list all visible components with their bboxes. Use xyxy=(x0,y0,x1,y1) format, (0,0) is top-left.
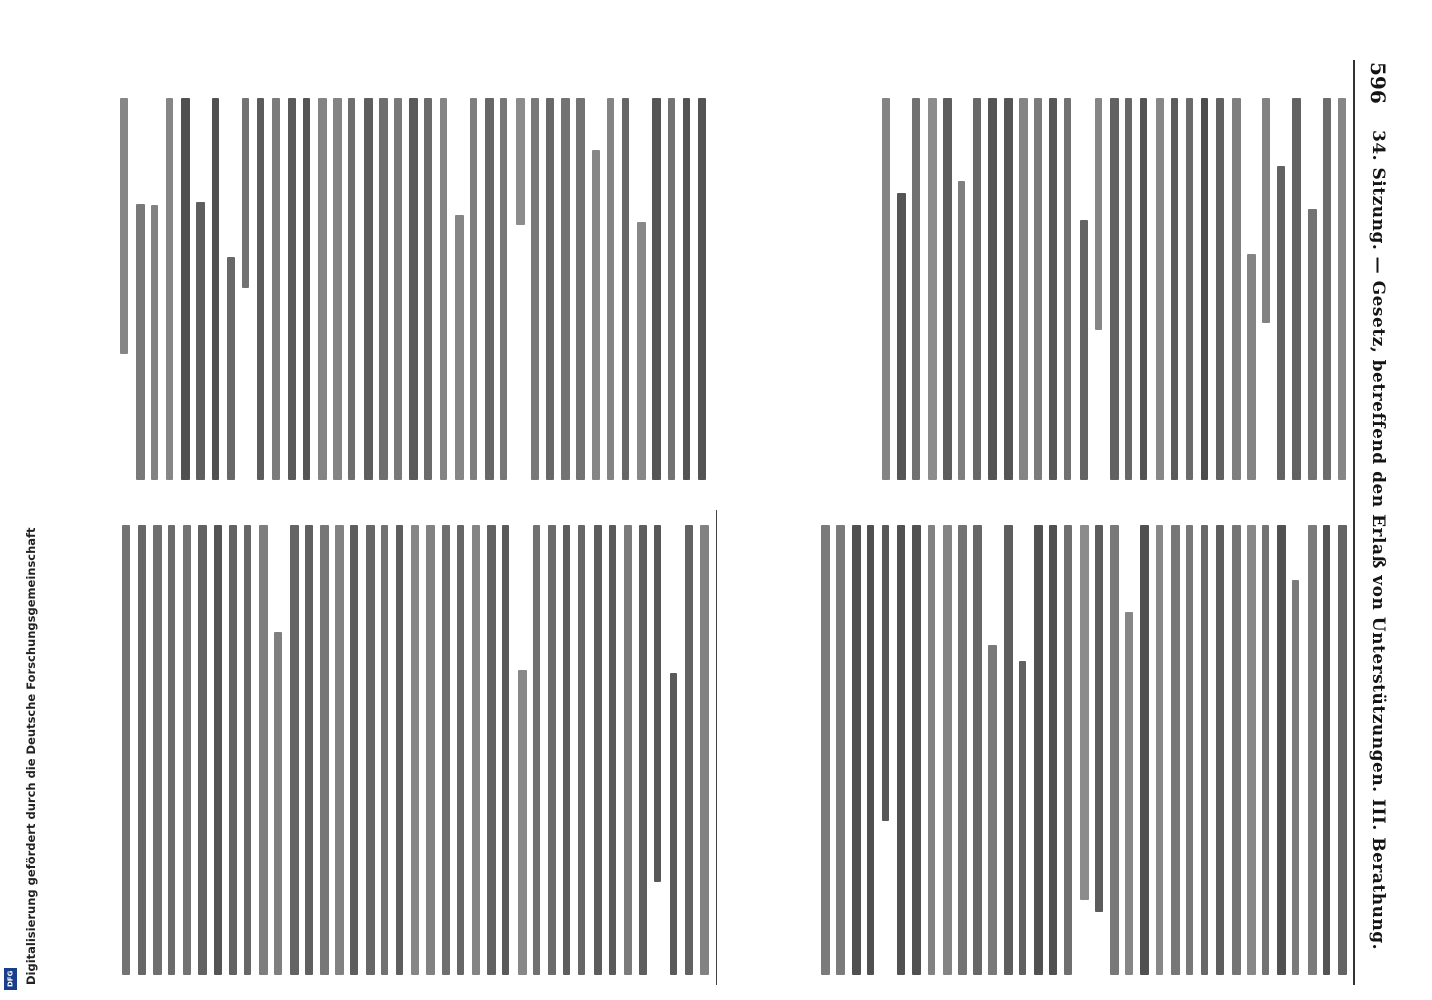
text-line xyxy=(546,98,554,480)
text-line xyxy=(1323,525,1330,975)
text-line xyxy=(227,257,235,480)
text-line xyxy=(181,98,190,480)
text-line xyxy=(943,98,952,480)
text-line xyxy=(654,525,661,882)
text-line xyxy=(1125,98,1132,480)
text-line xyxy=(1140,525,1149,975)
text-line xyxy=(607,98,614,480)
text-line xyxy=(670,673,677,975)
text-line xyxy=(943,525,952,975)
text-line xyxy=(1201,525,1208,975)
text-line xyxy=(1064,525,1072,975)
dfg-logo: DFG xyxy=(4,968,17,990)
text-line xyxy=(1338,98,1346,480)
page-title: 34. Sitzung. — Gesetz, betreffend den Erlaß von Unterstützungen. III. Berathung. xyxy=(1368,130,1388,951)
text-line xyxy=(1171,525,1180,975)
text-line xyxy=(912,525,921,975)
text-line xyxy=(272,98,280,480)
text-line xyxy=(335,525,344,975)
text-line xyxy=(1019,98,1028,480)
text-line xyxy=(426,525,435,975)
text-line xyxy=(897,193,906,480)
text-line xyxy=(1186,525,1193,975)
text-line xyxy=(259,525,268,975)
text-line xyxy=(1292,98,1301,480)
text-line xyxy=(1262,525,1269,975)
text-line xyxy=(288,98,296,480)
text-line xyxy=(274,632,282,975)
text-line xyxy=(424,98,432,480)
text-line xyxy=(366,525,375,975)
text-line xyxy=(379,98,388,480)
text-line xyxy=(1323,98,1331,480)
text-line xyxy=(136,204,145,480)
text-line xyxy=(1004,98,1013,480)
text-line xyxy=(988,98,997,480)
text-line xyxy=(958,181,965,480)
text-line xyxy=(1277,166,1285,480)
text-line xyxy=(1216,98,1224,480)
text-line xyxy=(153,525,162,975)
text-line xyxy=(561,98,570,480)
text-line xyxy=(455,215,464,480)
text-line xyxy=(1201,98,1208,480)
text-line xyxy=(394,98,402,480)
text-line xyxy=(668,98,675,480)
text-line xyxy=(348,98,355,480)
text-line xyxy=(698,98,706,480)
text-line xyxy=(502,525,509,975)
text-line xyxy=(988,645,997,975)
text-line xyxy=(1216,525,1224,975)
text-line xyxy=(457,525,464,975)
text-line xyxy=(652,98,661,480)
text-line xyxy=(1110,525,1119,975)
text-line xyxy=(882,98,890,480)
text-line xyxy=(533,525,540,975)
text-line xyxy=(229,525,237,975)
text-line xyxy=(1247,525,1256,975)
text-line xyxy=(198,525,207,975)
text-line xyxy=(257,98,264,480)
text-line xyxy=(318,98,327,480)
text-line xyxy=(622,98,629,480)
text-line xyxy=(912,98,920,480)
text-line xyxy=(122,525,130,975)
text-line xyxy=(563,525,570,975)
text-line xyxy=(138,525,146,975)
text-line xyxy=(409,98,418,480)
text-line xyxy=(637,222,646,480)
text-line xyxy=(1080,525,1089,900)
text-line xyxy=(244,525,251,975)
text-line xyxy=(151,205,158,480)
text-line xyxy=(1034,525,1043,975)
text-line xyxy=(396,525,403,975)
page-number: 596 xyxy=(1366,62,1390,104)
digitization-credit: Digitalisierung gefördert durch die Deutsche Forschungsgemeinschaft xyxy=(24,527,38,985)
text-line xyxy=(303,98,310,480)
text-line xyxy=(1049,525,1057,975)
text-line xyxy=(958,525,967,975)
text-line xyxy=(242,98,249,288)
text-line xyxy=(897,525,905,975)
text-line xyxy=(1262,98,1270,323)
text-line xyxy=(442,525,450,975)
text-line xyxy=(1186,98,1193,480)
text-line xyxy=(470,98,477,480)
text-line xyxy=(214,525,222,975)
text-line xyxy=(305,525,313,975)
text-line xyxy=(212,98,219,480)
text-line xyxy=(1125,612,1133,975)
text-line xyxy=(531,98,539,480)
text-line xyxy=(518,670,527,975)
text-line xyxy=(928,525,935,975)
text-line xyxy=(1110,98,1119,480)
text-line xyxy=(609,525,616,975)
text-line xyxy=(1019,661,1026,975)
text-line xyxy=(364,98,373,480)
text-line xyxy=(440,98,447,480)
text-line xyxy=(320,525,329,975)
text-line xyxy=(973,525,982,975)
text-line xyxy=(548,525,556,975)
text-line xyxy=(1004,525,1013,975)
text-line xyxy=(836,525,845,975)
text-line xyxy=(639,525,647,975)
text-line xyxy=(381,525,388,975)
text-line xyxy=(168,525,175,975)
text-line xyxy=(1171,98,1178,480)
text-line xyxy=(1064,98,1071,480)
text-line xyxy=(821,525,830,975)
text-line xyxy=(333,98,342,480)
text-line xyxy=(1080,220,1088,480)
page-heading xyxy=(1368,60,1388,950)
text-line xyxy=(594,525,602,975)
text-line xyxy=(973,98,981,480)
text-line xyxy=(183,525,191,975)
text-line xyxy=(852,525,861,975)
text-line xyxy=(1232,525,1241,975)
text-line xyxy=(1095,525,1103,912)
text-line xyxy=(578,525,585,975)
text-line xyxy=(700,525,709,975)
text-line xyxy=(1156,98,1164,480)
text-line xyxy=(487,525,496,975)
text-line xyxy=(1292,580,1299,975)
text-line xyxy=(683,98,690,480)
text-line xyxy=(1156,525,1163,975)
text-line xyxy=(166,98,173,480)
text-line xyxy=(411,525,419,975)
column-divider xyxy=(716,510,717,985)
text-line xyxy=(350,525,358,975)
text-line xyxy=(120,98,128,354)
text-line xyxy=(928,98,937,480)
text-line xyxy=(290,525,299,975)
heading-rule xyxy=(1353,60,1355,985)
text-line xyxy=(1049,98,1057,480)
text-line xyxy=(485,98,494,480)
text-line xyxy=(1308,209,1317,480)
text-line xyxy=(1277,525,1286,975)
text-line xyxy=(1338,525,1347,975)
text-line xyxy=(624,525,632,975)
text-line xyxy=(867,525,874,975)
text-line xyxy=(882,525,889,821)
text-line xyxy=(472,525,480,975)
text-line xyxy=(1308,525,1317,975)
text-line xyxy=(1247,254,1256,480)
text-line xyxy=(516,98,525,225)
text-line xyxy=(576,98,585,480)
text-line xyxy=(592,150,600,480)
text-line xyxy=(500,98,507,480)
text-line xyxy=(1034,98,1042,480)
text-line xyxy=(685,525,693,975)
text-line xyxy=(1140,98,1147,480)
text-line xyxy=(1095,98,1102,330)
text-line xyxy=(196,202,205,480)
text-line xyxy=(1232,98,1241,480)
